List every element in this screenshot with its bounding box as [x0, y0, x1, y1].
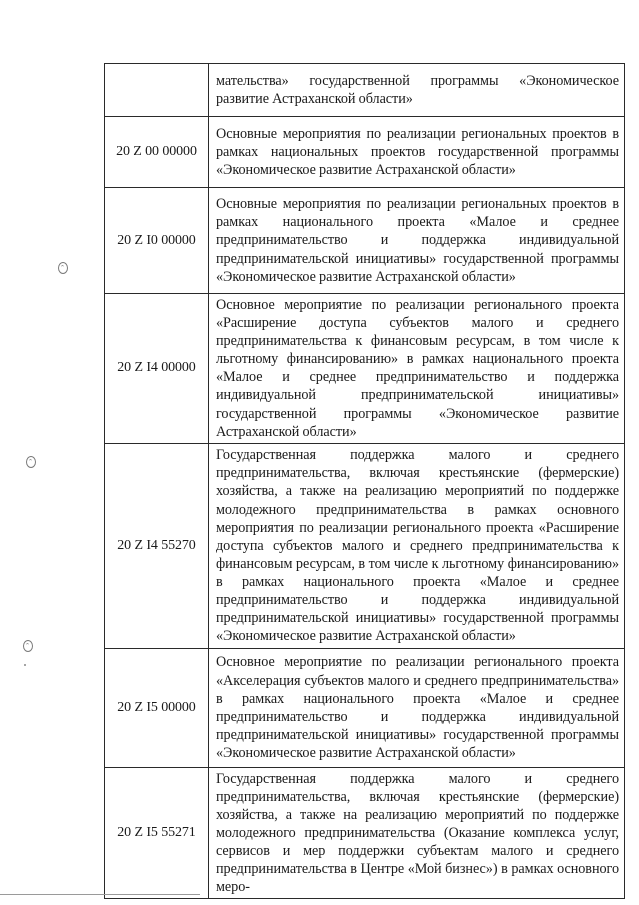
table-row — [105, 64, 625, 117]
punch-hole-icon — [58, 262, 68, 274]
table-row — [105, 767, 625, 899]
table-row — [105, 117, 625, 188]
description-cell: Основные мероприятия по реализации региональных проектов в рамках национального проекта «Малое и среднее предпринимательство и поддержка индивидуальной предпринимательской инициативы» государственной программы «Экономическое развитие Астраханской области» — [209, 188, 625, 294]
code-cell: 20 Z I5 55271 — [105, 767, 209, 899]
table-row — [105, 188, 625, 294]
table-row — [105, 294, 625, 444]
description-cell: Государственная поддержка малого и среднего предпринимательства, включая крестьянские (фермерские) хозяйства, а также на реализацию мероприятий по поддержке молодежного предпринимательства (Оказание комплекса услуг, сервисов и мер поддержки субъектам малого и среднего предпринимательства в Центре «Мой бизнес») в рамках основного меро- — [209, 767, 625, 899]
code-cell: 20 Z I5 00000 — [105, 648, 209, 767]
description-cell: Основные мероприятия по реализации региональных проектов в рамках национальных проектов государственной программы «Экономическое развитие Астраханской области» — [209, 117, 625, 188]
scan-speck — [24, 664, 26, 666]
budget-classification-table — [104, 63, 625, 899]
code-cell: 20 Z I4 00000 — [105, 294, 209, 444]
code-cell — [105, 64, 209, 117]
table-row — [105, 443, 625, 648]
description-cell: мательства» государственной программы «Экономическое развитие Астраханской области» — [209, 64, 625, 117]
code-cell: 20 Z I4 55270 — [105, 443, 209, 648]
code-cell: 20 Z 00 00000 — [105, 117, 209, 188]
description-cell: Основное мероприятие по реализации регионального проекта «Акселерация субъектов малого и среднего предпринимательства» в рамках национального проекта «Малое и среднее предпринимательство и поддержка индивидуальной предпринимательской инициативы» государственной программы «Экономическое развитие Астраханской области» — [209, 648, 625, 767]
punch-hole-icon — [26, 456, 36, 468]
table-row — [105, 648, 625, 767]
punch-hole-icon — [23, 640, 33, 652]
description-cell: Государственная поддержка малого и среднего предпринимательства, включая крестьянские (фермерские) хозяйства, а также на реализацию мероприятий по поддержке молодежного предпринимательства в рамках основного мероприятия по реализации регионального проекта «Расширение доступа субъектов малого и среднего предпринимательства к финансовым ресурсам, в том числе к льготному финансированию» в рамках национального проекта «Малое и среднее предпринимательство и поддержка индивидуальной предпринимательской инициативы» государственной программы «Экономическое развитие Астраханской области» — [209, 443, 625, 648]
code-cell: 20 Z I0 00000 — [105, 188, 209, 294]
footnote-divider — [0, 894, 200, 895]
description-cell: Основное мероприятие по реализации регионального проекта «Расширение доступа субъектов малого и среднего предпринимательства к финансовым ресурсам, в том числе к льготному финансированию» в рамках национального проекта «Малое и среднее предпринимательство и поддержка индивидуальной предпринимательской инициативы» государственной программы «Экономическое развитие Астраханской области» — [209, 294, 625, 444]
